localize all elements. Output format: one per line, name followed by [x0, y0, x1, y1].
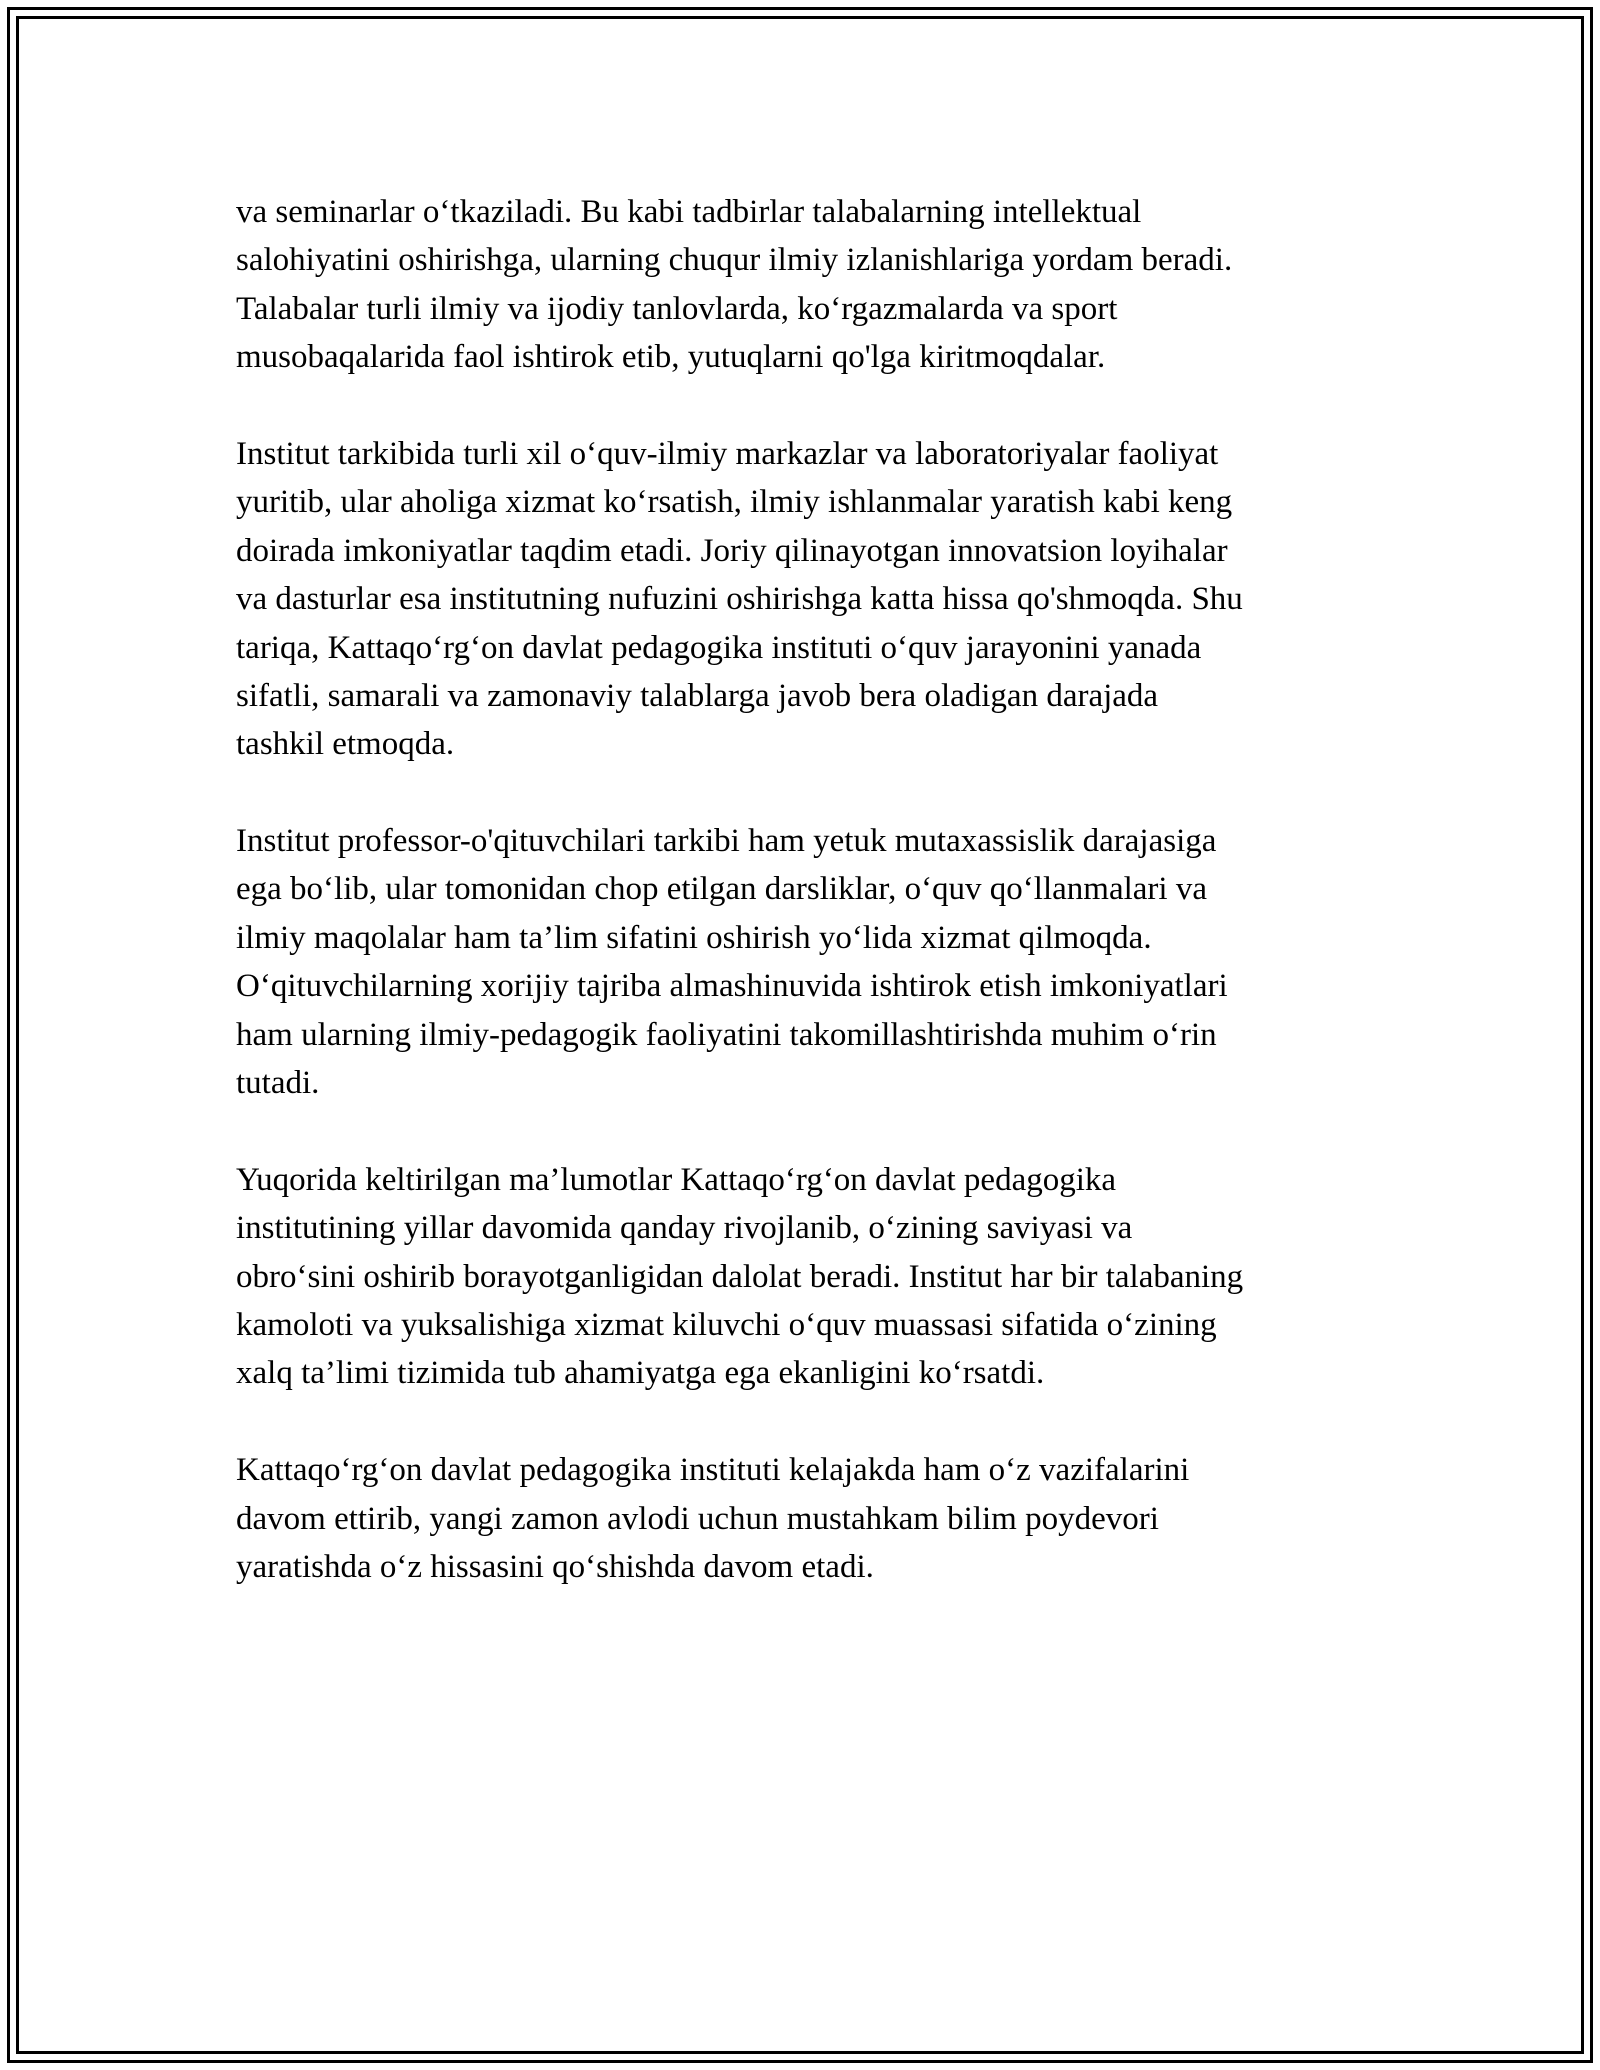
- text-line: ham ularning ilmiy-pedagogik faoliyatini takomillashtirishda muhim o‘rin: [236, 1016, 1217, 1053]
- text-line: yaratishda o‘z hissasini qo‘shishda davom etadi.: [236, 1548, 874, 1585]
- text-line: Kattaqo‘rg‘on davlat pedagogika instituti kelajakda ham o‘z vazifalarini: [236, 1452, 1190, 1489]
- paragraph-3: [236, 817, 1366, 1107]
- text-line: salohiyatini oshirishga, ularning chuqur ilmiy izlanishlariga yordam beradi.: [236, 242, 1233, 279]
- text-line: obro‘sini oshirib borayotganligidan dalolat beradi. Institut har bir talabaning: [236, 1258, 1244, 1295]
- paragraph-1: [236, 188, 1366, 382]
- text-line: xalq ta’limi tizimida tub ahamiyatga ega ekanligini ko‘rsatdi.: [236, 1355, 1045, 1392]
- text-line: musobaqalarida faol ishtirok etib, yutuqlarni qo'lga kiritmoqdalar.: [236, 339, 1106, 376]
- text-line: institutining yillar davomida qanday rivojlanib, o‘zining saviyasi va: [236, 1210, 1133, 1247]
- paragraph-5: [236, 1446, 1366, 1591]
- text-line: tashkil etmoqda.: [236, 726, 455, 763]
- text-line: yuritib, ular aholiga xizmat ko‘rsatish, ilmiy ishlanmalar yaratish kabi keng: [236, 484, 1233, 521]
- text-line: tariqa, Kattaqo‘rg‘on davlat pedagogika instituti o‘quv jarayonini yanada: [236, 629, 1202, 666]
- text-line: ilmiy maqolalar ham ta’lim sifatini oshirish yo‘lida xizmat qilmoqda.: [236, 919, 1152, 956]
- text-line: va dasturlar esa institutning nufuzini oshirishga katta hissa qo'shmoqda. Shu: [236, 581, 1243, 618]
- text-line: Yuqorida keltirilgan ma’lumotlar Kattaqo‘rg‘on davlat pedagogika: [236, 1161, 1117, 1198]
- text-line: O‘qituvchilarning xorijiy tajriba almashinuvida ishtirok etish imkoniyatlari: [236, 968, 1228, 1005]
- text-line: kamoloti va yuksalishiga xizmat kiluvchi o‘quv muassasi sifatida o‘zining: [236, 1306, 1217, 1343]
- text-line: doirada imkoniyatlar taqdim etadi. Joriy qilinayotgan innovatsion loyihalar: [236, 532, 1228, 569]
- text-line: sifatli, samarali va zamonaviy talablarga javob bera oladigan darajada: [236, 677, 1159, 714]
- text-line: Talabalar turli ilmiy va ijodiy tanlovlarda, ko‘rgazmalarda va sport: [236, 290, 1118, 327]
- paragraph-2: [236, 430, 1366, 769]
- text-line: davom ettirib, yangi zamon avlodi uchun mustahkam bilim poydevori: [236, 1500, 1159, 1537]
- text-line: va seminarlar o‘tkaziladi. Bu kabi tadbirlar talabalarning intellektual: [236, 194, 1142, 230]
- text-line: Institut tarkibida turli xil o‘quv-ilmiy markazlar va laboratoriyalar faoliyat: [236, 435, 1219, 472]
- document-body: [236, 188, 1366, 1640]
- text-line: Institut professor-o'qituvchilari tarkibi ham yetuk mutaxassislik darajasiga: [236, 823, 1217, 860]
- paragraph-4: [236, 1156, 1366, 1398]
- text-line: ega bo‘lib, ular tomonidan chop etilgan darsliklar, o‘quv qo‘llanmalari va: [236, 871, 1207, 908]
- text-line: tutadi.: [236, 1065, 320, 1102]
